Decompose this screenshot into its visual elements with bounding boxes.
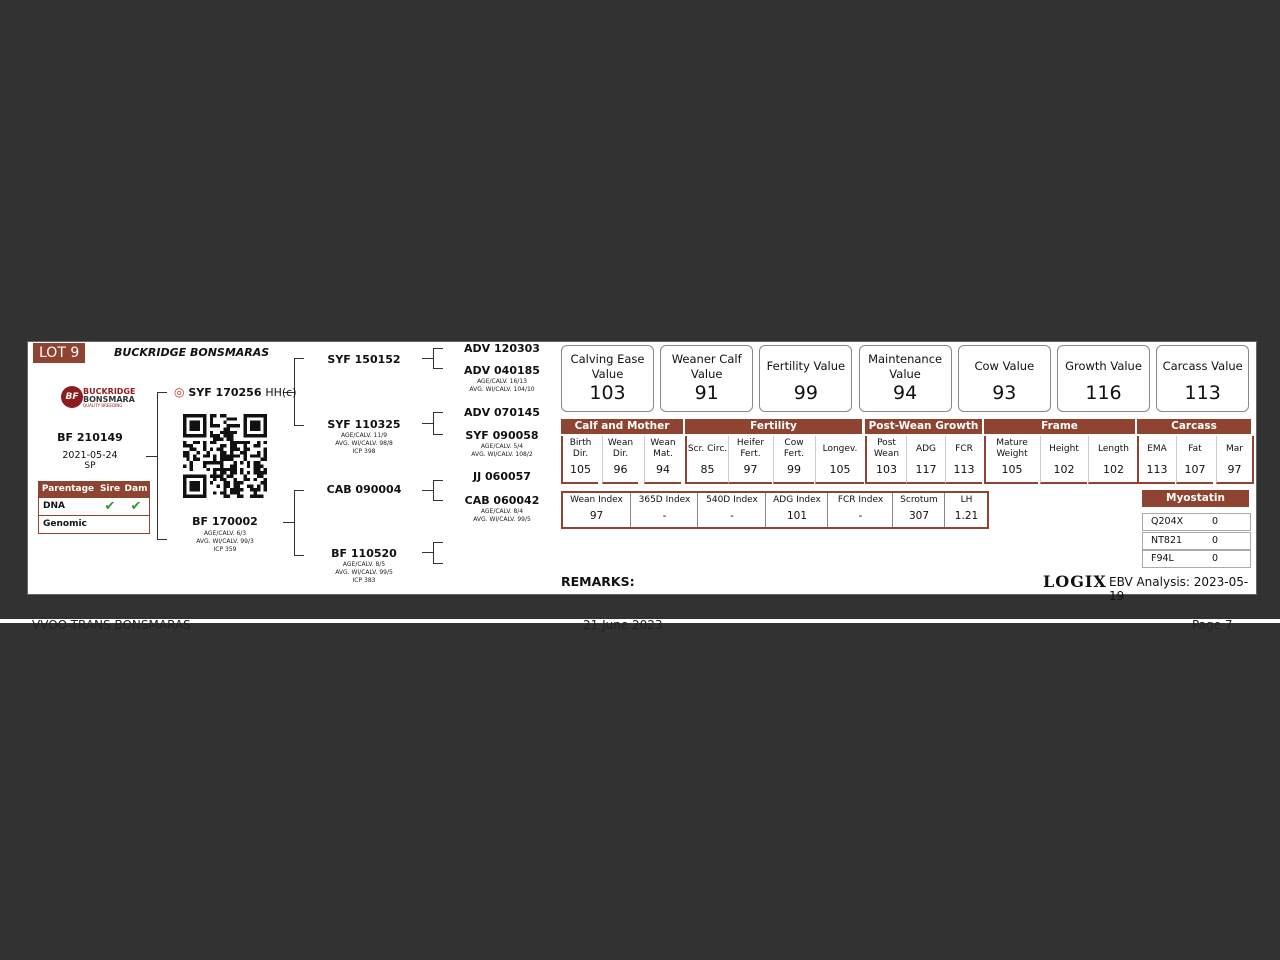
- ssd: [452, 364, 552, 394]
- value-label: Carcass Value: [1162, 359, 1243, 373]
- dam-dam-age-calv: AGE/CALV. 8/5: [342, 561, 386, 568]
- sss-id: ADV 120303: [464, 342, 540, 355]
- sire-dam-id: SYF 110325: [327, 418, 401, 431]
- value-label: Growth Value: [1065, 359, 1142, 373]
- farm-name: BUCKRIDGE BONSMARAS: [114, 346, 270, 359]
- dsd-age-calv: AGE/CALV. 8/4: [480, 508, 524, 515]
- ebv-analysis-date: EBV Analysis: 2023-05-19: [1109, 575, 1249, 603]
- value-number: 94: [893, 382, 918, 404]
- value-number: 91: [694, 382, 719, 404]
- value-label: Fertility Value: [766, 359, 846, 373]
- sire-sire-id: SYF 150152: [327, 353, 401, 366]
- index-value: -: [662, 510, 667, 522]
- target-icon: ◎: [174, 385, 185, 399]
- ebv-label: Cow Fert.: [783, 438, 805, 459]
- dss-id: JJ 060057: [473, 470, 531, 483]
- qr-code-icon: [183, 414, 267, 498]
- sire-dam-age-calv: AGE/CALV. 11/9: [340, 432, 388, 439]
- index-label: Scrotum: [900, 495, 938, 505]
- index-cell: [630, 493, 698, 527]
- animal-dob: 2021-05-24: [62, 450, 118, 461]
- myostatin-value: 0: [1212, 534, 1219, 546]
- ebv-cell: [906, 436, 945, 484]
- ssd-avg-wi: AVG. WI/CALV. 104/10: [469, 386, 535, 393]
- logo-mark: BF: [61, 386, 83, 408]
- ebv-cell: [815, 436, 864, 484]
- lot-badge: LOT 9: [33, 343, 85, 363]
- ssd-age-calv: AGE/CALV. 16/13: [477, 378, 527, 385]
- value-label: Cow Value: [974, 359, 1035, 373]
- value-number: 99: [793, 382, 818, 404]
- ebv-label: Wean Mat.: [650, 438, 676, 459]
- index-cell: [944, 493, 988, 527]
- dam-sire-id: CAB 090004: [326, 483, 402, 496]
- parentage-row-label: DNA: [43, 501, 65, 511]
- dam-dam: [314, 547, 414, 585]
- ebv-value: 113: [1146, 463, 1168, 476]
- ebv-value: 105: [570, 463, 591, 476]
- breeder-logo: [61, 386, 141, 410]
- ebv-label: Birth Dir.: [569, 438, 592, 459]
- sire-check-cell: [97, 516, 123, 533]
- ebv-label: FCR: [955, 443, 973, 454]
- ebv-label: Scr. Circ.: [687, 443, 728, 454]
- ebv-label: Length: [1097, 443, 1130, 454]
- value-box: [1156, 345, 1249, 412]
- logo-line1: BUCKRIDGE: [83, 387, 136, 396]
- ebv-cell: [1137, 436, 1175, 484]
- index-label: Wean Index: [570, 495, 623, 505]
- ebv-value: 117: [915, 463, 937, 476]
- dsd-avg-wi: AVG. WI/CALV. 99/5: [473, 516, 531, 523]
- myostatin-value: 0: [1212, 553, 1219, 564]
- myostatin-value: 0: [1212, 516, 1219, 527]
- ebv-value: 105: [1001, 463, 1023, 476]
- ebv-cell: [644, 436, 681, 484]
- parentage-header-dam: Dam: [124, 484, 148, 494]
- ebv-value: 107: [1184, 463, 1206, 476]
- ebv-cell: [602, 436, 638, 484]
- page-footer-strip: [0, 618, 1280, 632]
- index-table: [561, 491, 989, 529]
- ebv-value: 96: [613, 463, 628, 476]
- remarks-label: REMARKS:: [561, 574, 635, 589]
- ssd-id: ADV 040185: [464, 364, 540, 377]
- animal-id: BF 210149: [57, 431, 123, 444]
- ebv-label: ADG: [915, 443, 937, 454]
- index-value: 101: [786, 510, 808, 522]
- logo-line3: QUALITY BREEDING: [83, 403, 123, 408]
- logo-line2: BONSMARA: [83, 395, 135, 404]
- sire-id: SYF 170256: [188, 386, 262, 399]
- ebv-label: Mar: [1226, 443, 1243, 454]
- ebv-label: Fat: [1188, 443, 1202, 454]
- ebv-cell: [1040, 436, 1087, 484]
- index-value: -: [858, 510, 863, 522]
- ebv-value: 85: [700, 463, 715, 476]
- dam-dam-avg-wi: AVG. WI/CALV. 99/5: [335, 569, 393, 576]
- ebv-cell: [561, 436, 598, 484]
- value-label: Weaner Calf Value: [671, 351, 742, 381]
- dam-icp: ICP 359: [213, 546, 237, 553]
- parentage-header-sire: Sire: [99, 484, 121, 494]
- myostatin-row: [1142, 532, 1251, 550]
- dam-dam-id: BF 110520: [331, 547, 397, 560]
- ebv-value: 102: [1053, 463, 1075, 476]
- index-label: 540D Index: [706, 495, 758, 505]
- sdd-avg-wi: AVG. WI/CALV. 108/2: [471, 451, 533, 458]
- ebv-value: 97: [1227, 463, 1242, 476]
- parentage-header: [39, 482, 149, 497]
- ebv-label: Post Wean: [873, 438, 900, 459]
- sire-dam-icp: ICP 398: [352, 448, 376, 455]
- ebv-value: 97: [743, 463, 758, 476]
- ebv-label: Longev.: [822, 443, 858, 454]
- sdd: [452, 429, 552, 459]
- index-value: -: [730, 510, 734, 522]
- dam-avg-wi: AVG. WI/CALV. 99/3: [196, 538, 254, 545]
- ebv-value: 113: [953, 463, 975, 476]
- index-value: 1.21: [954, 510, 979, 522]
- sds-id: ADV 070145: [464, 406, 540, 419]
- dam-dam-icp: ICP 383: [352, 577, 376, 584]
- ebv-value: 105: [829, 463, 851, 476]
- index-cell: [563, 493, 630, 527]
- animal-code: SP: [84, 461, 96, 471]
- value-label: Calving Ease Value: [570, 351, 645, 381]
- ebv-label: Heifer Fert.: [736, 438, 765, 459]
- ebv-label: EMA: [1147, 443, 1167, 454]
- strip-center-text: 21 June 2023: [583, 618, 663, 632]
- myostatin-gene: Q204X: [1151, 516, 1184, 527]
- dam: [175, 515, 275, 554]
- ebv-cell: [945, 436, 982, 484]
- index-value: 307: [908, 510, 930, 522]
- value-number: 116: [1085, 382, 1122, 404]
- sire-dam-avg-wi: AVG. WI/CALV. 98/8: [335, 440, 393, 447]
- parentage-row-genomic: [39, 515, 149, 533]
- sdd-age-calv: AGE/CALV. 5/4: [480, 443, 524, 450]
- value-box: [859, 345, 952, 412]
- dam-age-calv: AGE/CALV. 6/3: [203, 530, 247, 537]
- myostatin-title: Myostatin: [1142, 490, 1249, 507]
- sire-check-icon: ✔: [104, 499, 116, 514]
- value-label: Maintenance Value: [868, 351, 943, 381]
- ebv-group-header: Carcass: [1137, 419, 1251, 434]
- logix-logo: LOGIX: [1043, 572, 1107, 591]
- parentage-table: [38, 481, 150, 534]
- ebv-value: 99: [787, 463, 801, 476]
- ebv-cell: [865, 436, 906, 484]
- sdd-id: SYF 090058: [465, 429, 539, 442]
- index-cell: [892, 493, 945, 527]
- ebv-group-header: Frame: [984, 419, 1135, 434]
- ebv-cell: [773, 436, 814, 484]
- sire-dam: [314, 418, 414, 456]
- value-box: [958, 345, 1051, 412]
- ebv-label: Mature Weight: [996, 438, 1028, 459]
- myostatin-row: [1142, 550, 1251, 568]
- value-box: [660, 345, 753, 412]
- value-box: [561, 345, 654, 412]
- index-label: FCR Index: [837, 495, 884, 505]
- ebv-value: 94: [656, 463, 670, 476]
- dsd-id: CAB 060042: [464, 494, 540, 507]
- sire-suffix: HH(c): [265, 386, 297, 399]
- strip-left-text: VVOO-TRANS BONSMARAS: [32, 618, 191, 632]
- ebv-group-header: Post-Wean Growth: [865, 419, 982, 434]
- parentage-row-label: Genomic: [43, 519, 87, 529]
- ebv-label: Wean Dir.: [607, 438, 634, 459]
- myostatin-gene: NT821: [1151, 534, 1183, 546]
- value-number: 93: [992, 382, 1017, 404]
- value-number: 103: [589, 382, 626, 404]
- ebv-cell: [1216, 436, 1254, 484]
- dsd: [452, 494, 552, 524]
- ebv-cell: [1088, 436, 1138, 484]
- ebv-cell: [728, 436, 772, 484]
- ebv-cell: [685, 436, 728, 484]
- ebv-group-header: Fertility: [685, 419, 862, 434]
- ebv-value: 103: [876, 463, 897, 476]
- ebv-cell: [984, 436, 1038, 484]
- index-label: ADG Index: [773, 495, 821, 505]
- myostatin-row: [1142, 513, 1251, 531]
- dam-check-icon: ✔: [130, 499, 142, 514]
- value-box: [1057, 345, 1150, 412]
- ebv-label: Height: [1049, 443, 1079, 454]
- index-label: LH: [960, 495, 973, 505]
- lot-sheet: [27, 341, 1257, 603]
- strip-right-text: Page 7: [1192, 618, 1233, 632]
- dam-check-cell: [123, 516, 149, 533]
- index-cell: [765, 493, 828, 527]
- value-number: 113: [1184, 382, 1221, 404]
- index-cell: [827, 493, 893, 527]
- parentage-row-dna: [39, 497, 149, 515]
- index-label: 365D Index: [638, 495, 691, 505]
- sire: [174, 385, 297, 399]
- index-value: 97: [589, 510, 604, 522]
- myostatin-gene: F94L: [1151, 553, 1174, 564]
- value-box: [759, 345, 852, 412]
- parentage-header-label: Parentage: [41, 484, 95, 494]
- ebv-value: 102: [1103, 463, 1124, 476]
- ebv-group-header: Calf and Mother: [561, 419, 683, 434]
- index-cell: [697, 493, 766, 527]
- dam-id: BF 170002: [192, 515, 258, 528]
- ebv-cell: [1176, 436, 1213, 484]
